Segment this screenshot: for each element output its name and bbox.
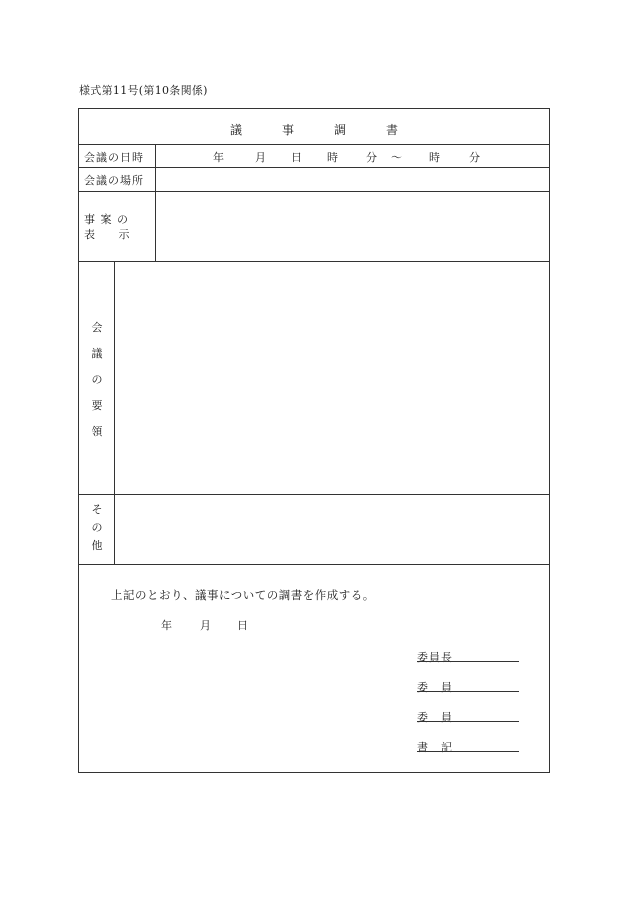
date-month-unit: 月	[200, 619, 211, 632]
signer-chairperson: 委員長	[417, 651, 453, 664]
divider	[79, 261, 549, 262]
divider	[79, 191, 549, 192]
signer-secretary: 書 記	[417, 741, 453, 754]
other-label-char: の	[91, 521, 103, 534]
divider	[79, 564, 549, 565]
datetime-end-minute-unit: 分	[469, 151, 480, 164]
other-label-char: 他	[91, 539, 103, 552]
divider	[79, 167, 549, 168]
signature-line	[417, 691, 519, 692]
minutes-form	[78, 108, 550, 773]
datetime-tilde: 〜	[391, 151, 402, 164]
datetime-year-unit: 年	[213, 151, 224, 164]
signer-member: 委 員	[417, 681, 453, 694]
case-label-line1: 事 案 の	[84, 213, 129, 226]
statement: 上記のとおり、議事についての調書を作成する。	[111, 588, 375, 602]
summary-label-char: 議	[91, 347, 103, 360]
signature-line	[417, 721, 519, 722]
summary-label-char: 領	[91, 425, 103, 438]
form-title: 議事調書	[229, 123, 438, 137]
other-label	[79, 501, 115, 555]
date-year-unit: 年	[161, 619, 172, 632]
other-label-char: そ	[91, 503, 103, 516]
divider	[79, 494, 549, 495]
signer-member: 委 員	[417, 711, 453, 724]
summary-label-char: の	[91, 373, 103, 386]
divider	[155, 144, 156, 261]
date-day-unit: 日	[237, 619, 248, 632]
summary-label	[79, 319, 115, 449]
datetime-end-hour-unit: 時	[429, 151, 440, 164]
form-number-label: 様式第11号(第10条関係)	[79, 84, 208, 97]
datetime-day-unit: 日	[291, 151, 302, 164]
datetime-minute-unit: 分	[366, 151, 377, 164]
place-label: 会議の場所	[84, 174, 144, 187]
summary-label-char: 要	[91, 399, 103, 412]
signature-line	[417, 661, 519, 662]
datetime-label: 会議の日時	[84, 151, 144, 164]
case-label-line2: 表 示	[84, 228, 131, 241]
summary-label-char: 会	[91, 321, 103, 334]
signature-line	[417, 751, 519, 752]
datetime-month-unit: 月	[255, 151, 266, 164]
divider	[79, 144, 549, 145]
datetime-hour-unit: 時	[327, 151, 338, 164]
